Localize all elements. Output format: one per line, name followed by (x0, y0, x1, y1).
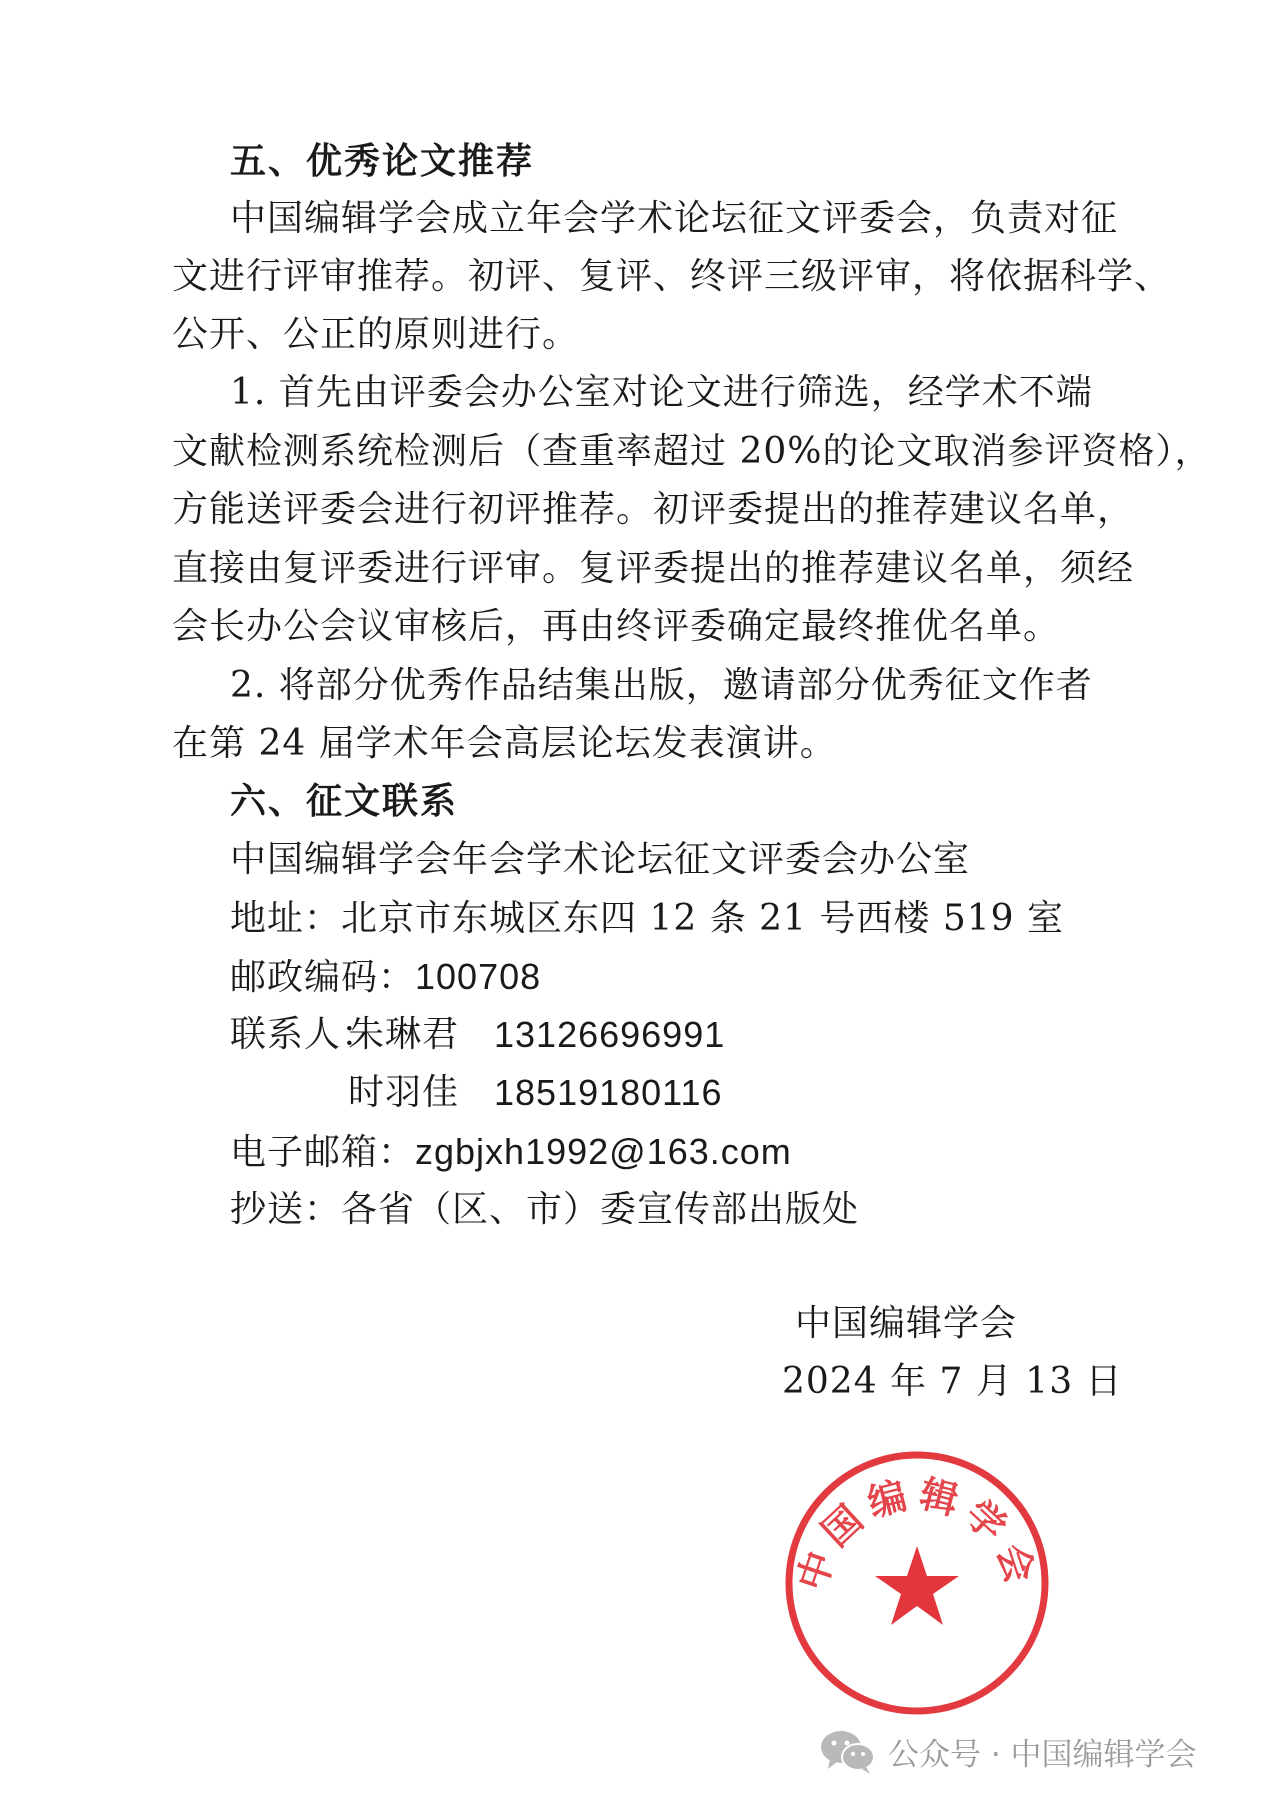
wechat-icon (818, 1727, 878, 1775)
signature-org: 中国编辑学会 (795, 1303, 1018, 1344)
email-value: zgbjxh1992@163.com (415, 1131, 792, 1172)
contact-phone: 13126696991 (494, 1014, 726, 1055)
official-seal-icon (782, 1448, 1052, 1718)
postcode-label: 邮政编码： (230, 957, 416, 998)
svg-text:中国编辑学会: 中国编辑学会 (789, 1471, 1045, 1596)
paragraph-line: 在第 24 届学术年会高层论坛发表演讲。 (172, 723, 837, 764)
wechat-footer (818, 1723, 1197, 1779)
cc-value: 各省（区、市）委宣传部出版处 (341, 1189, 860, 1230)
address-value: 北京市东城区东四 12 条 21 号西楼 519 室 (341, 898, 1065, 939)
cc-row (230, 1186, 859, 1234)
contact-phone: 18519180116 (494, 1072, 723, 1113)
paragraph-line: 方能送评委会进行初评推荐。初评委提出的推荐建议名单， (172, 489, 1135, 530)
section-6-heading: 六、征文联系 (230, 781, 459, 822)
address-row (230, 895, 1064, 943)
contact-name: 时羽佳 (348, 1072, 460, 1113)
paragraph-line: 1. 首先由评委会办公室对论文进行筛选，经学术不端 (230, 372, 1093, 413)
footer-text: 公众号 · 中国编辑学会 (888, 1736, 1197, 1773)
paragraph-line: 直接由复评委进行评审。复评委提出的推荐建议名单，须经 (172, 548, 1135, 589)
paragraph-line: 中国编辑学会成立年会学术论坛征文评委会，负责对征 (230, 198, 1119, 239)
paragraph-line: 会长办公会议审核后，再由终评委确定最终推优名单。 (172, 606, 1061, 647)
email-row (230, 1128, 792, 1177)
contact-name: 朱琳君 (348, 1014, 460, 1055)
section-5-heading: 五、优秀论文推荐 (230, 141, 535, 182)
paragraph-line: 文进行评审推荐。初评、复评、终评三级评审，将依据科学、 (172, 256, 1172, 297)
postcode-value: 100708 (415, 956, 542, 997)
paragraph-line: 2. 将部分优秀作品结集出版，邀请部分优秀征文作者 (230, 665, 1093, 706)
office-name: 中国编辑学会年会学术论坛征文评委会办公室 (230, 839, 971, 880)
email-label: 电子邮箱： (230, 1132, 416, 1173)
postcode-row (230, 953, 541, 1002)
signature-date: 2024 年 7 月 13 日 (782, 1361, 1123, 1402)
paragraph-line: 公开、公正的原则进行。 (172, 314, 580, 355)
contact-label: 联系人： (230, 1014, 379, 1055)
address-label: 地址： (230, 898, 342, 939)
paragraph-line: 文献检测系统检测后（查重率超过 20%的论文取消参评资格）， (172, 431, 1212, 472)
cc-label: 抄送： (230, 1189, 342, 1230)
